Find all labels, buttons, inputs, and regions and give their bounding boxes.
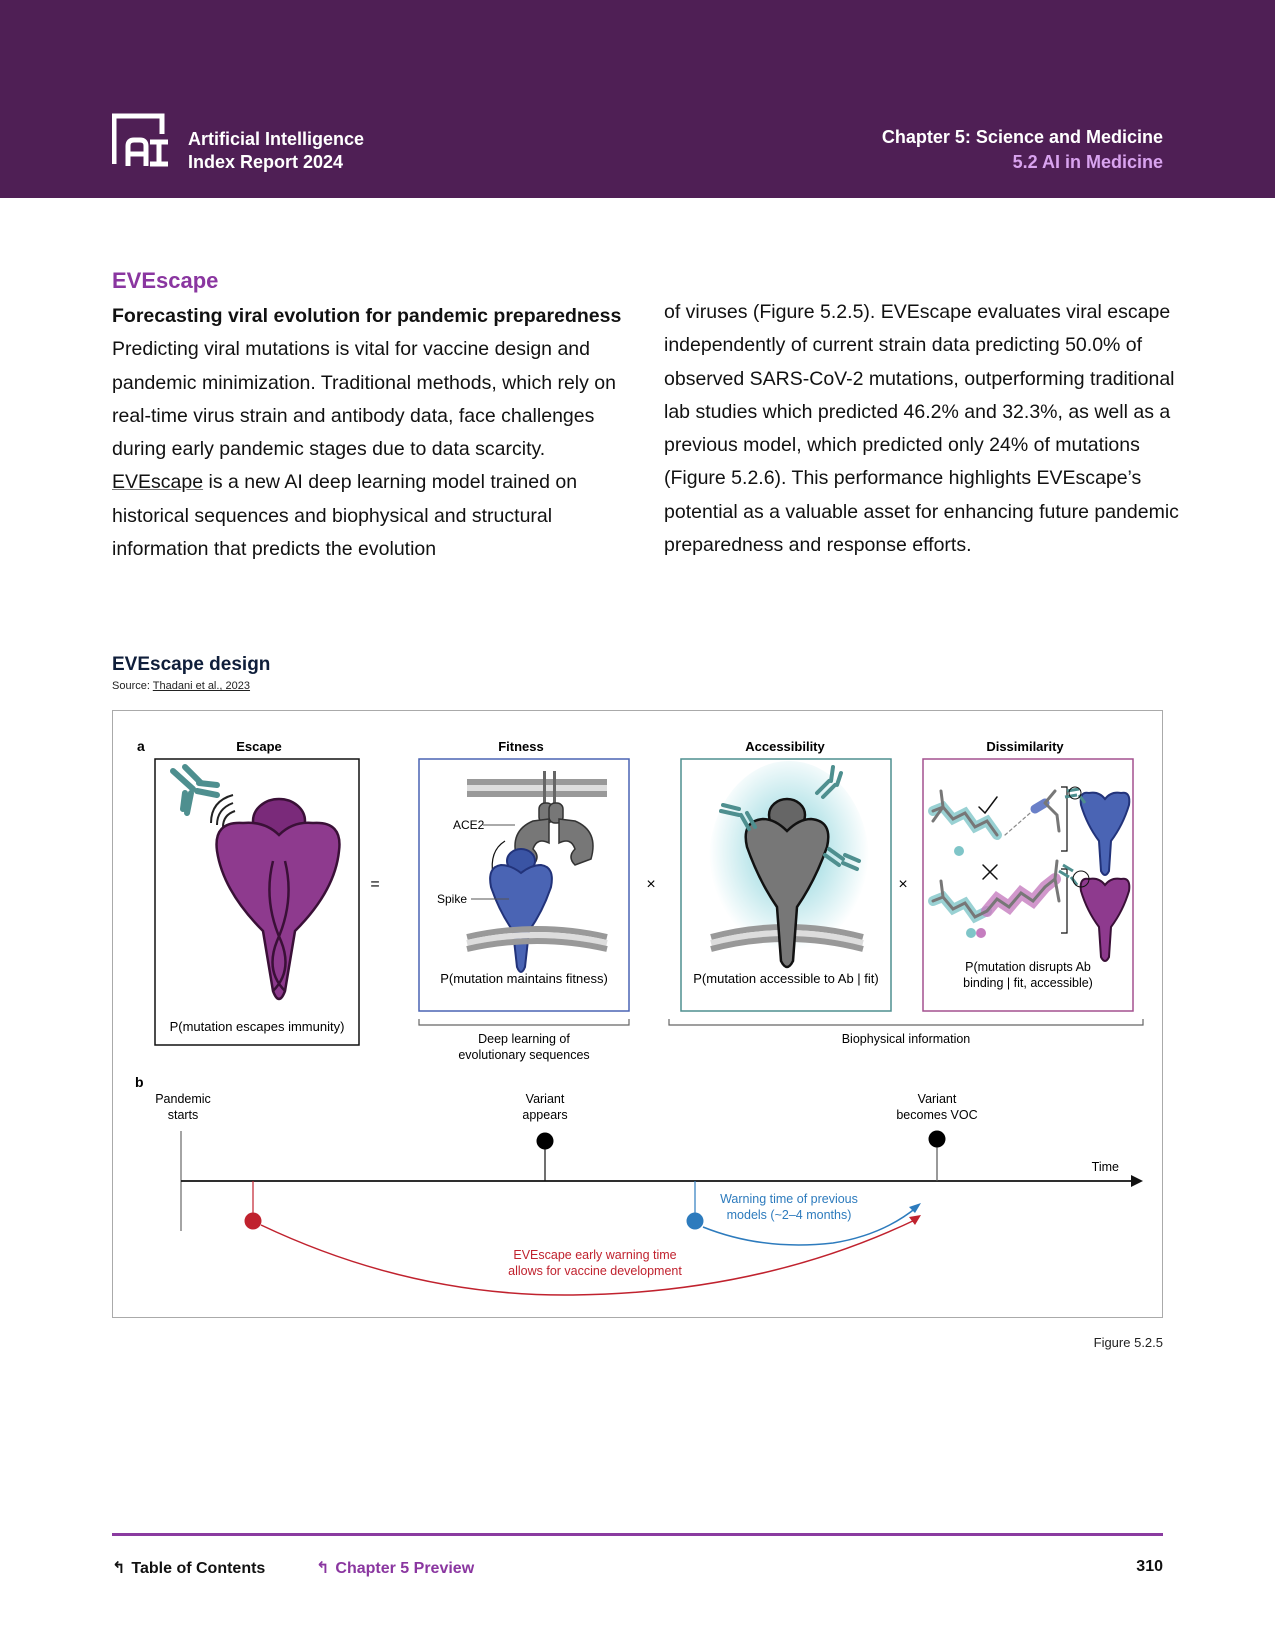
box-title-accessibility: Accessibility: [745, 739, 825, 754]
page-header: [0, 0, 1275, 198]
evescape-warning-text-line-2: allows for vaccine development: [508, 1264, 682, 1278]
return-arrow-icon: ↰: [316, 1560, 330, 1577]
spike-protein-fitness-icon: [490, 849, 552, 972]
variant-appears-line-2: appears: [522, 1108, 568, 1122]
left-paragraph-part-1: Predicting viral mutations is vital for vaccine design and pandemic minimization. Traditional methods, which rely on real-time virus strain and antibody data, face challenges during early pandemic stages due to data scarcity.: [112, 338, 616, 461]
variant-appears-marker: [537, 1133, 554, 1150]
evescape-diagram: [113, 711, 1164, 1319]
brand-line-1: Artificial Intelligence: [188, 129, 365, 149]
chapter-preview-label: Chapter 5 Preview: [335, 1560, 475, 1577]
brackets-icon: [1061, 787, 1067, 933]
source-prefix: Source:: [112, 680, 153, 692]
article-subheading: Forecasting viral evolution for pandemic preparedness: [112, 305, 622, 327]
spike-blue-small-icon: [1081, 793, 1130, 875]
page-number: 310: [1136, 1558, 1163, 1575]
left-paragraph-part-2: is a new AI deep learning model trained on historical sequences and biophysical and structural information that predicts the evolution: [112, 471, 578, 561]
biophysical-bracket: [669, 1019, 1143, 1025]
panel-b-label: b: [135, 1074, 144, 1090]
spike-purple-small-icon: [1081, 879, 1130, 961]
section-title: 5.2 AI in Medicine: [1012, 152, 1163, 172]
brand-line-2: Index Report 2024: [188, 152, 344, 172]
right-column: [664, 296, 1184, 562]
cell-membrane-bottom-icon: [467, 929, 607, 949]
residue-chain-mismatch-icon: [933, 861, 1059, 938]
signal-waves-icon: [211, 795, 235, 827]
chapter-title: Chapter 5: Science and Medicine: [881, 127, 1163, 147]
return-arrow-icon: ↰: [112, 1560, 126, 1577]
pandemic-starts-line-1: Pandemic: [155, 1092, 211, 1106]
brand-name: [188, 128, 364, 174]
previous-warning-text-line-1: Warning time of previous: [720, 1192, 858, 1206]
evescape-warning-marker: [245, 1213, 262, 1230]
cell-membrane-top-icon: [467, 779, 607, 797]
spike-label: Spike: [437, 892, 468, 906]
chapter-heading: [882, 125, 1163, 175]
residue-chain-match-icon: [933, 791, 1059, 856]
panel-a-label: a: [137, 738, 145, 754]
right-paragraph: of viruses (Figure 5.2.5). EVEscape evaluates viral escape independently of current strain data predicting 50.0% of observed SARS-CoV-2 mutations, outperforming traditional lab studies which predicted 46.2% and 32.3%, as well as a previous model, which predicted only 24% of mutations (Figure 5.2.6). This performance highlights EVEscape’s potential as a valuable asset for enhancing future pandemic preparedness and response efforts.: [664, 301, 1179, 557]
formula-dissimilarity-line-1: P(mutation disrupts Ab: [965, 960, 1091, 974]
variant-voc-marker: [929, 1131, 946, 1148]
figure-frame: [112, 710, 1163, 1318]
figure-caption: Figure 5.2.5: [1093, 1335, 1163, 1350]
article-title: EVEscape: [112, 268, 219, 293]
left-column: [112, 300, 632, 566]
spike-protein-escape-icon: [217, 799, 340, 999]
figure-source: [112, 680, 250, 692]
timeline-arrowhead: [1131, 1175, 1143, 1187]
box-title-escape: Escape: [236, 739, 282, 754]
toc-label: Table of Contents: [131, 1560, 266, 1577]
figure-title: EVEscape design: [112, 654, 271, 675]
antibody-icon: [173, 767, 217, 813]
chapter-preview-link[interactable]: [316, 1558, 474, 1578]
previous-warning-text-line-2: models (~2–4 months): [726, 1208, 852, 1222]
biophysical-label: Biophysical information: [841, 1032, 971, 1046]
ace2-label: ACE2: [453, 818, 485, 832]
evescape-link[interactable]: EVEscape: [112, 471, 204, 494]
variant-appears-line-1: Variant: [525, 1092, 565, 1106]
box-title-fitness: Fitness: [498, 739, 544, 754]
times-operator-1: ×: [646, 876, 656, 893]
previous-warning-marker: [687, 1213, 704, 1230]
evescape-warning-arrowhead: [909, 1215, 921, 1225]
deep-learning-label-line-2: evolutionary sequences: [458, 1048, 590, 1062]
formula-fitness: P(mutation maintains fitness): [440, 971, 608, 986]
table-of-contents-link[interactable]: [112, 1558, 265, 1578]
left-paragraph: [112, 333, 632, 566]
variant-voc-line-1: Variant: [917, 1092, 957, 1106]
box-title-dissimilarity: Dissimilarity: [986, 739, 1064, 754]
equals-operator: =: [370, 876, 380, 893]
times-operator-2: ×: [898, 876, 908, 893]
footer-divider: [112, 1533, 1163, 1536]
evescape-warning-text-line-1: EVEscape early warning time: [513, 1248, 677, 1262]
deep-learning-label-line-1: Deep learning of: [478, 1032, 570, 1046]
source-link[interactable]: Thadani et al., 2023: [152, 680, 251, 692]
pandemic-starts-line-2: starts: [167, 1108, 199, 1122]
formula-escape: P(mutation escapes immunity): [169, 1019, 345, 1034]
deep-learning-bracket: [419, 1019, 629, 1025]
ai-index-logo: [112, 112, 168, 168]
formula-accessibility: P(mutation accessible to Ab | fit): [693, 971, 879, 986]
time-label: Time: [1091, 1160, 1119, 1174]
variant-voc-line-2: becomes VOC: [896, 1108, 978, 1122]
formula-dissimilarity-line-2: binding | fit, accessible): [963, 976, 1093, 990]
